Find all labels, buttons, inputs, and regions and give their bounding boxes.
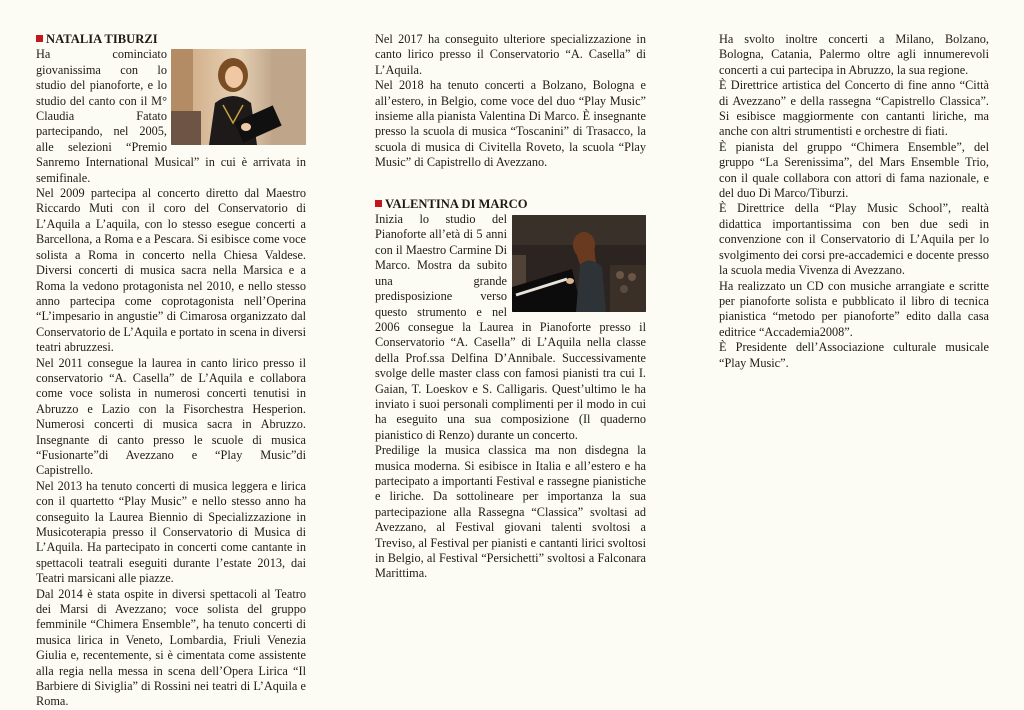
singer-photo — [171, 49, 306, 145]
column-1 — [36, 32, 306, 710]
red-square-bullet-icon — [375, 200, 382, 207]
bio-paragraph: Nel 2017 ha conseguito ulteriore specializzazione in canto lirico presso il Conservatorio “A. Casella” di L’Aquila. — [375, 32, 646, 77]
bio-paragraph: Dal 2014 è stata ospite in diversi spettacoli al Teatro dei Marsi di Avezzano; voce solista del gruppo femminile “Chimera Ensemble”, ha tenuto concerti di musica lirica in Veneto, Lombardia, Friuli Venezia Giulia e, recentemente, si è cimentata come assistente alla regia nella messa in scena dell’Opera Lirica “Il Barbiere di Siviglia” di Rossini nei teatri di L’Aquila e Roma. — [36, 586, 306, 709]
bio-paragraph: Inizia lo studio del Pianoforte all’età di 5 anni con il Maestro Carmine Di Marco. Mostra da subito una grande predisposizione verso questo strumento e nel 2006 consegue la Laurea in Pianoforte presso il Conservatorio “A. Casella” di L’Aquila nella classe della Prof.ssa Delfina D’Annibale. Successivamente svolge delle master class con famosi pianisti tra cui I. Gaian, T. Loeskov e S. Calligaris. Quest’ultimo le ha inviato i suoi personali complimenti per il modo in cui ha eseguito una sua composizione (Il quaderno pianistico di Renzo) durante un concerto. — [375, 212, 646, 442]
bio-paragraph: Ha svolto inoltre concerti a Milano, Bolzano, Bologna, Catania, Palermo oltre agli innumerevoli concerti a cui partecipa in Abruzzo, la sua regione. — [719, 32, 989, 77]
bio-paragraph: È Direttrice della “Play Music School”, realtà didattica importantissima con ben due sedi in convenzione con il Conservatorio di L’Aquila per lo svolgimento dei corsi pre-accademici e docente presso la scuola media Vivenza di Avezzano. — [719, 201, 989, 278]
heading-text: NATALIA TIBURZI — [46, 32, 158, 46]
bio-paragraph: Nel 2013 ha tenuto concerti di musica leggera e lirica con il quartetto “Play Music” e nello stesso anno ha conseguito la Laurea Biennio di Specializzazione in Musicoterapia presso il Conservatorio di Musica di L’Aquila. Ha partecipato in concerti come cantante in spettacoli teatrali eseguiti durante l’estate 2013, dai Teatri marsicani alle piazze. — [36, 478, 306, 586]
heading-text: VALENTINA DI MARCO — [385, 196, 528, 211]
pianist-photo — [512, 215, 646, 312]
section-heading-natalia — [36, 32, 306, 47]
column-2 — [375, 32, 646, 582]
red-square-bullet-icon — [36, 35, 43, 42]
bio-paragraph: Predilige la musica classica ma non disdegna la musica moderna. Si esibisce in Italia e all’estero e ha partecipato a importanti Festival e rassegne pianistiche e liriche. Da sottolineare per importanza la sua partecipazione alla Rassegna “Classica” svoltasi ad Avezzano, al Festival giovani talenti svoltosi a Treviso, al Festival per pianisti e cantanti lirici svoltosi in Belgio, al Festival “Persichetti” svoltosi a Falconara Marittima. — [375, 443, 646, 581]
section-heading-valentina — [375, 197, 646, 212]
bio-paragraph: Nel 2011 consegue la laurea in canto lirico presso il conservatorio “A. Casella” de L’Aquila e collabora come voce solista in numerosi concerti tenutisi in Abruzzo e Lazio con la Fisorchestra Hesperion. Numerosi concerti di musica sacra in Abruzzo. Insegnante di canto presso le scuole di musica “Fusionarte”di Avezzano e “Play Music”di Capistrello. — [36, 355, 306, 478]
bio-paragraph: Nel 2018 ha tenuto concerti a Bolzano, Bologna e all’estero, in Belgio, come voce del duo “Play Music” insieme alla pianista Valentina Di Marco. È insegnante presso la scuola di musica “Toscanini” di Trasacco, la scuola di musica di Civitella Roveto, la scuola “Play Music” di Capistrello di Avezzano. — [375, 78, 646, 170]
bio-paragraph: È Direttrice artistica del Concerto di fine anno “Città di Avezzano” e della rassegna “Capistrello Classica”. Si esibisce maggiormente con cantanti liriche, ma anche con altri strumentisti e orchestre di fiati. — [719, 78, 989, 139]
bio-paragraph: È Presidente dell’Associazione culturale musicale “Play Music”. — [719, 340, 989, 370]
bio-paragraph: Ha realizzato un CD con musiche arrangiate e scritte per pianoforte solista e pubblicato il libro di tecnica pianistica “metodo per pianoforte” edito dalla casa editrice “Accademia2008”. — [719, 278, 989, 339]
bio-paragraph: È pianista del gruppo “Chimera Ensemble”, del gruppo “La Serenissima”, del Mars Ensemble Trio, con il quale collabora con attori di fama nazionale, e del duo Di Marco/Tiburzi. — [719, 139, 989, 201]
column-3 — [719, 32, 989, 371]
bio-paragraph: Ha cominciato giovanissima con lo studio del pianoforte, e lo studio del canto con il M° Claudia Fatato partecipando, nel 2005, alle selezioni “Premio Sanremo International Musical” in cui è arrivata in semifinale. — [36, 47, 306, 185]
bio-paragraph: Nel 2009 partecipa al concerto diretto dal Maestro Riccardo Muti con il coro del Conservatorio di L’Aquila a L’aquila, con lo stesso esegue concerti a Barcellona, a Roma e a Pescara. Si esibisce come voce solista a Roma in concerto nella Chiesa Valdese. Diversi concerti di musica sacra nella Marsica e a Roma la vedono protagonista nel 2010, e nello stesso anno partecipa come coprotagonista nell’Operina “L’impesario in angustie” di Cimarosa organizzato dal Conservatorio de L’Aquila e portato in scena in diversi teatri abruzzesi. — [36, 186, 307, 355]
